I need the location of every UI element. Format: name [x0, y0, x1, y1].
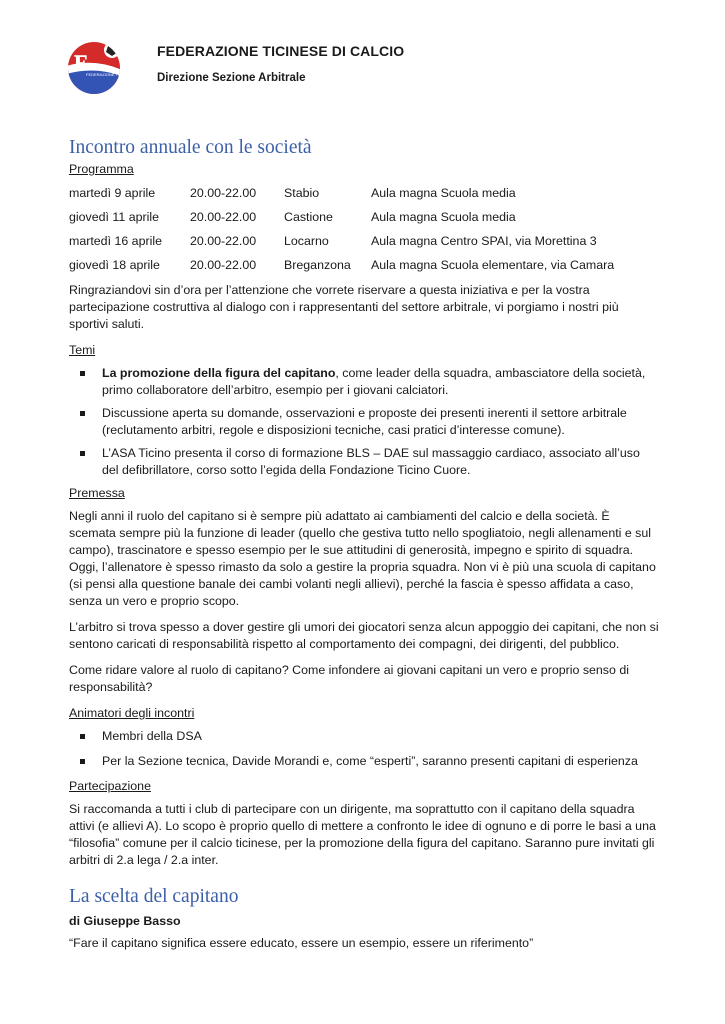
animators-list: [69, 728, 659, 770]
schedule-day: martedì 9 aprile: [69, 185, 156, 200]
schedule-row: [69, 253, 614, 277]
organization-division: Direzione Sezione Arbitrale: [157, 72, 306, 84]
section-label-temi: Temi: [69, 343, 96, 357]
premessa-paragraph: Negli anni il ruolo del capitano si è sempre più adattato ai cambiamenti del calcio e della società. È scemata sempre più la funzione di leader (quello che gestiva tutto nello spogliatoio, negli allenamenti e sul campo), trascinatore e spesso esempio per le sue attitudini di generosità, impegno e spirito di squadra. Oggi, l’allenatore è spesso rimasto da solo a gestire la propria squadra. Non vi è più una scuola di capitano (si pensi alla questione banale dei cambi volanti negli allievi), perché la fascia è spesso affidata a caso, senza un vero e proprio scopo.: [69, 509, 656, 608]
quote-line: “Fare il capitano significa essere educato, essere un esempio, essere un riferimento”: [69, 936, 534, 950]
section-title: La scelta del capitano: [69, 886, 239, 907]
schedule-day: giovedì 11 aprile: [69, 209, 160, 224]
schedule-venue: Aula magna Scuola elementare, via Camara: [371, 257, 615, 272]
topic-text: L’ASA Ticino presenta il corso di formazione BLS – DAE sul massaggio cardiaco, associato all’uso del defibrillatore, corso sotto l’egida della Fondazione Ticino Cuore.: [102, 446, 640, 477]
topic-highlight: La promozione della figura del capitano: [102, 366, 336, 380]
list-item: [69, 365, 659, 399]
closing-paragraph: Ringraziandovi sin d’ora per l’attenzione che vorrete riservare a questa iniziativa e per la vostra partecipazione costruttiva al dialogo con i rappresentanti del settore arbitrale, vi porgiamo i nostri più sportivi saluti.: [69, 283, 619, 331]
schedule-row: [69, 229, 614, 253]
schedule-time: 20.00-22.00: [190, 185, 257, 200]
topics-list: [69, 365, 659, 479]
doc-title: Incontro annuale con le società: [69, 137, 312, 158]
schedule-venue: Aula magna Scuola media: [371, 209, 516, 224]
premessa-paragraph: Come ridare valore al ruolo di capitano? Come infondere ai giovani capitani un vero e proprio senso di responsabilità?: [69, 663, 629, 694]
schedule-day: martedì 16 aprile: [69, 233, 162, 248]
section-label-programma: Programma: [69, 162, 134, 176]
schedule-time: 20.00-22.00: [190, 257, 257, 272]
animator-text: Membri della DSA: [102, 729, 202, 743]
schedule-time: 20.00-22.00: [190, 233, 257, 248]
document-body: [69, 136, 659, 952]
schedule-time: 20.00-22.00: [190, 209, 257, 224]
animator-text: Per la Sezione tecnica, Davide Morandi e, come “esperti”, saranno presenti capitani di esperienza: [102, 754, 638, 768]
svg-text:F: F: [74, 50, 88, 75]
schedule-row: [69, 181, 614, 205]
partecipazione-paragraph: Si raccomanda a tutti i club di partecipare con un dirigente, ma soprattutto con il capitano della squadra attivi (e allievi A). Lo scopo è proprio quello di mettere a confronto le idee di ognuno e di porre le basi a una “filosofia” comune per il calcio ticinese, per la promozione della figura del capitano. Saranno pure invitati gli arbitri di 2.a lega / 2.a inter.: [69, 802, 656, 867]
schedule-place: Locarno: [284, 233, 329, 248]
topic-text: Discussione aperta su domande, osservazioni e proposte dei presenti inerenti il settore arbitrale (reclutamento arbitri, regole e disposizioni tecniche, casi pratici d’interesse comune).: [102, 406, 627, 437]
list-item: [69, 405, 659, 439]
ftc-logo: [66, 40, 150, 96]
section-label-partecipazione: Partecipazione: [69, 779, 151, 793]
schedule-venue: Aula magna Scuola media: [371, 185, 516, 200]
list-item: [69, 445, 659, 479]
topic-text: , come leader della squadra, ambasciatore della società, primo collaboratore dell’arbitro, esempio per i giovani calciatori.: [102, 366, 646, 397]
schedule-venue: Aula magna Centro SPAI, via Morettina 3: [371, 233, 597, 248]
schedule-row: [69, 205, 614, 229]
schedule-place: Breganzona: [284, 257, 351, 272]
schedule-place: Castione: [284, 209, 333, 224]
schedule-place: Stabio: [284, 185, 320, 200]
premessa-paragraph: L’arbitro si trova spesso a dover gestire gli umori dei giocatori senza alcun appoggio dei capitani, che non si sentono caricati di responsabilità rispetto al comportamento dei compagni, dei dirigenti, del pubblico.: [69, 620, 659, 651]
schedule-day: giovedì 18 aprile: [69, 257, 160, 272]
schedule-table: [69, 181, 614, 277]
svg-text:FEDERAZIONE TICINESE CALCIO: FEDERAZIONE TICINESE CALCIO: [86, 72, 150, 77]
section-label-premessa: Premessa: [69, 486, 125, 500]
list-item: [69, 728, 659, 745]
organization-name: FEDERAZIONE TICINESE DI CALCIO: [157, 43, 405, 59]
section-label-animatori: Animatori degli incontri: [69, 706, 195, 720]
list-item: [69, 753, 659, 770]
author-line: di Giuseppe Basso: [69, 914, 181, 928]
